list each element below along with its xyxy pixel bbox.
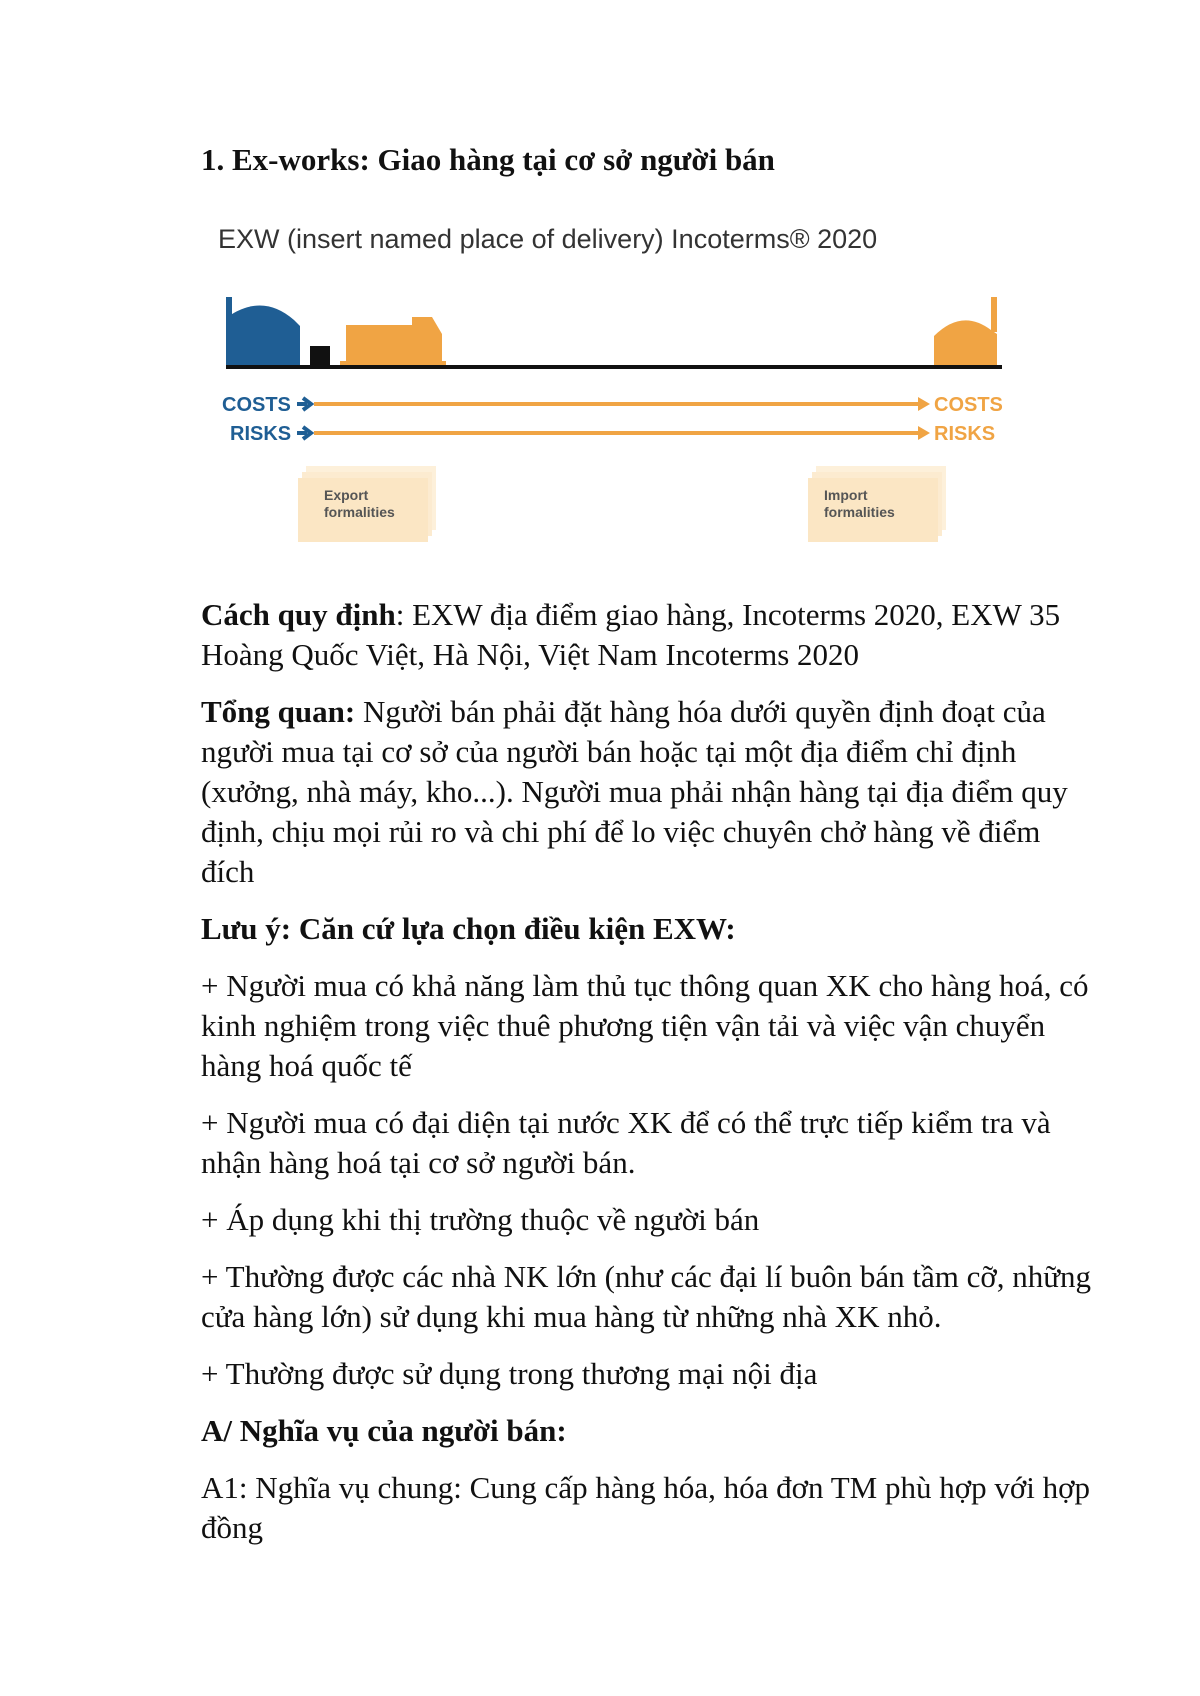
overview-label: Tổng quan: [201, 694, 356, 729]
buyer-factory-icon [934, 297, 997, 367]
costs-label-right: COSTS [934, 394, 1003, 416]
costs-arrow-right-icon [918, 397, 930, 411]
a1-paragraph: A1: Nghĩa vụ chung: Cung cấp hàng hóa, hóa đơn TM phù hợp với hợp đồng [201, 1470, 1090, 1545]
exw-diagram-svg [212, 222, 1092, 562]
import-formalities-line2: formalities [824, 504, 895, 520]
note-heading: Lưu ý: Căn cứ lựa chọn điều kiện EXW: [201, 911, 736, 946]
export-formalities-line1: Export [324, 487, 369, 503]
bullet-item: + Người mua có khả năng làm thủ tục thông quan XK cho hàng hoá, có kinh nghiệm trong việc thuê phương tiện vận tải và việc vận chuyển hàng hoá quốc tế [201, 968, 1089, 1083]
risks-arrow-left-icon [297, 427, 311, 439]
exw-diagram [212, 222, 1092, 562]
definition-text: : EXW địa điểm giao hàng, Incoterms 2020, EXW 35 Hoàng Quốc Việt, Hà Nội, Việt Nam Incoterms 2020 [201, 597, 1061, 672]
overview-paragraph [201, 692, 1101, 892]
document-body [201, 595, 1101, 1565]
risks-arrow-right-icon [918, 426, 930, 440]
diagram-title: EXW (insert named place of delivery) Incoterms® 2020 [218, 224, 878, 254]
section-heading: 1. Ex-works: Giao hàng tại cơ sở người bán [201, 142, 775, 177]
bullet-item: + Người mua có đại diện tại nước XK để có thể trực tiếp kiểm tra và nhận hàng hoá tại cơ sở người bán. [201, 1105, 1051, 1180]
bullet-item: + Áp dụng khi thị trường thuộc về người bán [201, 1202, 760, 1237]
bullet-item: + Thường được sử dụng trong thương mại nội địa [201, 1356, 818, 1391]
definition-label: Cách quy định [201, 597, 396, 632]
import-formalities-line1: Import [824, 487, 868, 503]
overview-text: Người bán phải đặt hàng hóa dưới quyền định đoạt của người mua tại cơ sở của người bán hoặc tại một địa điểm chỉ định (xưởng, nhà máy, kho...). Người mua phải nhận hàng tại địa điểm quy định, chịu mọi rủi ro và chi phí để lo việc chuyên chở hàng về điểm đích [201, 694, 1068, 889]
truck-icon [340, 317, 446, 367]
goods-box-icon [310, 346, 330, 366]
bullet-item: + Thường được các nhà NK lớn (như các đại lí buôn bán tầm cỡ, những cửa hàng lớn) sử dụng khi mua hàng từ những nhà XK nhỏ. [201, 1259, 1092, 1334]
costs-label-left: COSTS [222, 394, 291, 416]
seller-obligations-heading: A/ Nghĩa vụ của người bán: [201, 1413, 567, 1448]
costs-arrow-left-icon [297, 398, 311, 410]
export-formalities-line2: formalities [324, 504, 395, 520]
seller-factory-icon [226, 297, 300, 367]
definition-paragraph [201, 595, 1101, 675]
risks-label-left: RISKS [230, 423, 292, 445]
risks-label-right: RISKS [934, 423, 996, 445]
